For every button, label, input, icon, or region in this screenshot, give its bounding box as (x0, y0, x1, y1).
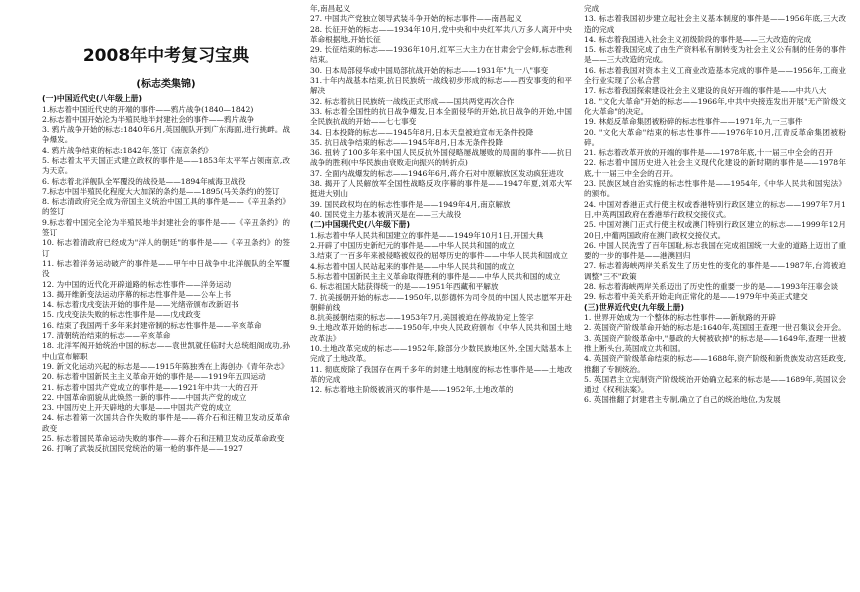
list-item: 完成 (584, 4, 600, 13)
section-heading: (三)世界近代史(九年级上册) (584, 302, 685, 312)
document-subtitle: (标志类集锦) (136, 79, 196, 90)
list-item: 11. 彻底废除了我国存在两千多年的封建土地制度的标志性事件是——土地改革的完成 (310, 364, 572, 384)
list-item: 9.标志着中国完全沦为半殖民地半封建社会的事件是——《辛丑条约》的签订 (42, 217, 290, 238)
list-item: 6. 英国推翻了封建君主专制,确立了自己的统治地位,为发展 (584, 395, 781, 405)
section-heading: (二)中国现代史(八年级下册) (310, 220, 411, 230)
list-item: 19. 新文化运动兴起的标志是——1915年陈独秀在上海创办《青年杂志》 (42, 361, 289, 371)
list-item: 23. 民族区域自治实施的标志性事件是——1954年,《中华人民共和国宪法》的颁布。 (584, 179, 846, 199)
list-item: 15. 标志着我国完成了由生产资料私有制转变为社会主义公有制的任务的事件是——三大改造的完成。 (584, 45, 846, 65)
list-item: 21. 标志着中国共产党成立的事件是——1921年中共一大的召开 (42, 382, 259, 392)
list-item: 9.土地改革开始的标志——1950年,中央人民政府颁布《中华人民共和国土地改革法》 (310, 323, 572, 343)
list-item: 6. 标志祖国大陆获得统一的是——1951年西藏和平解放 (310, 282, 499, 292)
list-item: 4.标志着中国人民站起来的事件是——中华人民共和国的成立 (310, 261, 515, 271)
list-item: 36. 扭转了100多年来中国人民反抗外国侵略屡战屡败的局面的事件——抗日战争的胜利(中华民族由衰败走向振兴的转折点) (310, 148, 572, 168)
list-item: 1.标志着中华人民共和国建立的事件是——1949年10月1日,开国大典 (310, 230, 544, 240)
list-item: 37. 全面内战爆发的标志——1946年6月,蒋介石对中原解放区发动疯狂进攻 (310, 168, 564, 178)
list-item: 16. 标志着我国对资本主义工商业改造基本完成的事件是——1956年,工商业全行业实现了公私合营 (584, 65, 846, 86)
list-item: 27. 中国共产党独立领导武装斗争开始的标志事件——南昌起义 (310, 14, 522, 24)
list-item: 27. 标志着海峡两岸关系发生了历史性的变化的事件是——1987年,台湾被迫调整"三不"政策 (584, 261, 846, 281)
list-item: 12. 为中国的近代化开辟道路的标志性事件——洋务运动 (42, 279, 232, 289)
list-item: 14. 标志着戊戌变法开始的事件是——光绪帝颁布改新诏书 (42, 300, 239, 310)
list-item: 10.土地改革完成的标志——1952年,除部分少数民族地区外,全国大陆基本上完成了土地改革。 (310, 344, 572, 364)
list-item: 17. 标志着我国探索建设社会主义建设的良好开端的事件是——中共八大 (584, 86, 827, 96)
list-item: 1. 世界开始成为一个整体的标志性事件——新航路的开辟 (584, 313, 776, 323)
list-item: 24. 中国对香港正式行使主权或香港特别行政区建立的标志——1997年7月1日,中英两国政府在香港举行政权交接仪式。 (584, 199, 846, 219)
list-item: 28. 长征开始的标志——1934年10月,党中央和中央红军共八万多人离开中央革命根据地,开始长征 (310, 24, 572, 44)
list-item: 22. 中国革命面貌从此焕然一新的事件——中国共产党的成立 (42, 392, 247, 402)
list-item: 33. 标志着全国性的抗日战争爆发,日本全面侵华的开始,抗日战争的开始,中国全民族抗战的开始——七七事变 (310, 106, 572, 127)
list-item: 20. "文化大革命"结束的标志性事件——1976年10月,江青反革命集团被粉碎。 (584, 127, 846, 147)
list-item: 20. 标志着中国新民主主义革命开始的事件是——1919年五四运动 (42, 372, 266, 382)
list-item: 26. 中国人民洗雪了百年国耻,标志我国在完成祖国统一大业的道路上迈出了重要的一步的事件是——港澳回归 (584, 240, 846, 261)
list-item: 17. 清朝统治结束的标志——辛亥革命 (42, 331, 171, 341)
list-item: 13. 标志着我国初步建立起社会主义基本制度的事件是——1956年底,三大改造的完成 (584, 14, 846, 34)
list-item: 5. 标志着太平天国正式建立政权的事件是——1853年太平军占领南京,改为天京。 (42, 155, 290, 176)
list-item: 34. 日本投降的标志——1945年8月,日本天皇被迫宣布无条件投降 (310, 127, 534, 137)
list-item: 26. 打响了武装反抗国民党统治的第一枪的事件是——1927 (42, 444, 243, 454)
list-item: 11. 标志着洋务运动破产的事件是——甲午中日战争中北洋舰队的全军覆没 (42, 258, 290, 279)
list-item: 13. 揭开维新变法运动序幕的标志性事件是——公车上书 (42, 289, 232, 299)
list-item: 3. 鸦片战争开始的标志:1840年6月,英国舰队开到广东海面,进行挑衅。战争爆发。 (42, 125, 290, 145)
list-item: 5. 英国君主立宪制资产阶级统治开始确立起来的标志是——1689年,英国议会通过《权利法案》。 (584, 374, 846, 395)
list-item: 4. 鸦片战争结束的标志:1842年,签订《南京条约》 (42, 145, 213, 155)
list-item: 19. 林彪反革命集团被粉碎的标志性事件——1971年,九一三事件 (584, 117, 803, 127)
list-item: 8. 标志清政府完全成为帝国主义统治中国工具的事件是——《辛丑条约》的签订 (42, 197, 290, 217)
column-right-content (584, 4, 846, 406)
list-item: 28. 标志着海峡两岸关系迈出了历史性的重要一步的是——1993年汪辜会谈 (584, 282, 839, 292)
list-item: 18. "文化大革命"开始的标志——1966年,中共中央接连发出开展"无产阶级文化大革命"的决定。 (584, 96, 846, 116)
list-item: 32. 标志着抗日民族统一战线正式形成——国共两党再次合作 (310, 96, 515, 106)
list-item: 14. 标志着我国进入社会主义初级阶段的事件是——三大改造的完成 (584, 34, 812, 44)
list-item: 25. 标志着国民革命运动失败的事件——蒋介石和汪精卫发动反革命政变 (42, 434, 285, 443)
list-item: 16. 结束了我国两千多年来封建帝制的标志性事件是——辛亥革命 (42, 320, 262, 330)
list-item: 12. 标志着地主阶级被消灭的事件是——1952年,土地改革的 (310, 385, 514, 395)
list-item: 15. 戊戌变法失败的标志性事件是——戊戌政变 (42, 310, 201, 320)
list-item: 23. 中国历史上开天辟地的大事是——中国共产党的成立 (42, 403, 232, 413)
list-item: 3. 英国资产阶级革命中,"暴政的大树被砍掉"的标志是——1649年,查理一世被推上断头台,英国成立共和国。 (584, 333, 846, 353)
column-left (42, 4, 290, 590)
list-item: 38. 揭开了人民解放军全国性战略反攻序幕的事件是——1947年夏,刘邓大军挺进大别山 (310, 179, 572, 199)
list-item: 29. 长征结束的标志——1936年10月,红军三大主力在甘肃会宁会师,标志胜利结束。 (310, 45, 572, 65)
column-middle (310, 4, 572, 590)
list-item: 5.标志着中国新民主主义革命取得胜利的事件是——中华人民共和国的成立 (310, 271, 561, 281)
list-item: 39. 国民政权均在的标志性事件是——1949年4月,南京解放 (310, 199, 511, 209)
list-item: 25. 中国对澳门正式行使主权或澳门特别行政区建立的标志——1999年12月20日,中葡两国政府在澳门政权交接仪式。 (584, 220, 846, 240)
list-item: 40. 国民党主力基本被消灭是在——三大战役 (310, 209, 462, 219)
list-item: 22. 标志着中国历史进入社会主义现代化建设的新时期的事件是——1978年底,十一届三中全会的召开。 (584, 158, 846, 178)
list-item: 24. 标志着第一次国共合作失败的事件是——蒋介石和汪精卫发动反革命政变 (42, 413, 290, 433)
list-item: 29. 标志着中美关系开始走向正常化的是——1979年中美正式建交 (584, 292, 808, 302)
list-item: 30. 日本局部侵华或中国局部抗战开始的标志——1931年"九一八"事变 (310, 65, 549, 75)
list-item: 10. 标志着清政府已经成为"洋人的朝廷"的事件是——《辛丑条约》的签订 (42, 238, 290, 258)
list-item: 2.开辟了中国历史新纪元的事件是——中华人民共和国的成立 (310, 241, 515, 251)
list-item: 4. 英国资产阶级革命结束的标志——1688年,资产阶级和新贵族发动宫廷政变,推翻了专制统治。 (584, 354, 846, 374)
list-item: 6. 标志着北洋舰队全军覆没的战役是——1894年威海卫战役 (42, 176, 246, 186)
list-item: 7.标志中国半殖民化程度大大加深的条约是——1895(马关条约)的签订 (42, 186, 280, 196)
list-item: 31.十年内战基本结束,抗日民族统一战线初步形成的标志——西安事变的和平解决 (310, 76, 572, 96)
list-item: 3.结束了一百多年来被侵略被奴役的屈辱历史的事件——中华人民共和国成立 (310, 251, 568, 261)
column-left-content (42, 94, 290, 455)
column-right (584, 4, 846, 590)
document-title: 2008年中考复习宝典 (82, 46, 250, 66)
list-item: 1.标志着中国近代史的开端的事件——鸦片战争(1840—1842) (42, 104, 254, 114)
list-item: 7. 抗美援朝开始的标志——1950年,以彭德怀为司令员的中国人民志愿军开赴朝鲜前线 (310, 292, 572, 312)
list-item: 2.标志着中国开始沦为半殖民地半封建社会的事件——鸦片战争 (42, 114, 255, 124)
column-middle-content (310, 4, 572, 395)
list-item: 8.抗美援朝结束的标志——1953年7月,美国被迫在停战协定上签字 (310, 313, 534, 323)
list-item: 35. 抗日战争结束的标志——1945年8月,日本无条件投降 (310, 137, 503, 147)
list-item: 18. 北洋军阀开始统治中国的标志——袁世凯就任临时大总统组阁成功,孙中山宣布解职 (42, 341, 290, 361)
section-heading: (一)中国近代史(八年级上册) (42, 94, 143, 103)
list-item: 21. 标志着改革开放的开端的事件是——1978年底,十一届三中全会的召开 (584, 148, 833, 158)
list-item: 2. 英国资产阶级革命开始的标志是:1640年,英国国王查理一世召集议会开会。 (584, 323, 846, 333)
list-item: 年,南昌起义 (310, 4, 351, 13)
